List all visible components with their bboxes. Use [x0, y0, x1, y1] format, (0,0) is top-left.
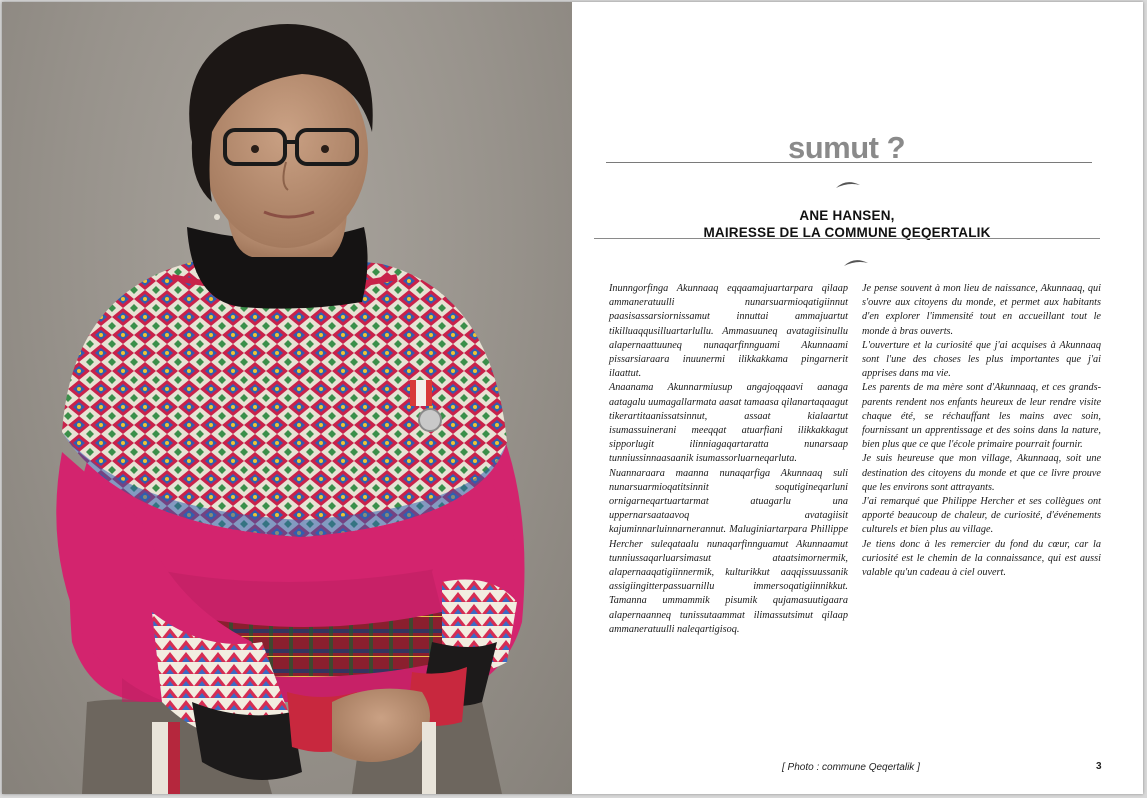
paragraph: L'ouverture et la curiosité que j'ai acquises à Akunnaaq sont l'une des choses les plus importantes que j'ai apprises dans ma vie. — [862, 339, 1101, 380]
column-greenlandic — [609, 282, 848, 637]
text-page — [572, 2, 1143, 794]
photo-caption: [ Photo : commune Qeqertalik ] — [782, 762, 920, 773]
magazine-spread — [2, 2, 1143, 794]
heading-block — [594, 207, 1100, 241]
person-name: ANE HANSEN, — [799, 208, 895, 223]
heading-rule — [594, 238, 1100, 239]
text-columns — [609, 282, 1102, 637]
paragraph: Inunngorfinga Akunnaaq eqqaamajuartarpara qilaap ammaneratuulli nunarsuarmioqatigiinnut paasisassarsiornissamut innuttai ammajuartut tikilluaqqusilluartarlullu. Ammasuuneq avatagiisinullu alapernaattuuneq nunaqarfinnguami Akunnaami pissarsiaraara inuunermi ilikkakkama pingarnerit ilaattut. — [609, 283, 848, 380]
paragraph: Je pense souvent à mon lieu de naissance, Akunnaaq, qui s'ouvre aux citoyens du monde, et permet aux habitants d'en explorer l'immensité tout en accueillant tout le monde à bras ouverts. — [862, 283, 1101, 337]
paragraph: Je tiens donc à les remercier du fond du cœur, car la curiosité est le chemin de la connaissance, qui est aussi valable qu'un cadeau à ciel ouvert. — [862, 538, 1101, 579]
swash-ornament-top — [834, 180, 862, 190]
page-title: sumut ? — [788, 130, 906, 165]
paragraph: Anaanama Akunnarmiusup angajoqqaavi aanaga aatagalu uumagallarmata aasat tamaasa qilanartaqaagut tikerartitaanissatsinnut, assaat kialaartut isumassuinerani meeqqat atuarfiani ilikkakkagut sipporlugit ilinniagaqartaratta nunarsaap tunniussinnaasaanik isumassorluarneqarluta. — [609, 382, 848, 465]
column-french — [862, 282, 1101, 637]
portrait-photo — [2, 2, 572, 794]
person-role: MAIRESSE DE LA COMMUNE QEQERTALIK — [703, 225, 991, 240]
paragraph: J'ai remarqué que Philippe Hercher et ses collègues ont apporté beaucoup de chaleur, de curiosité, d'événements culturels et bien plus au village. — [862, 496, 1101, 536]
paragraph: Les parents de ma mère sont d'Akunnaaq, et ces grands-parents rendent nos enfants heureux de leur rendre visite chaque été, se réchauffant les mains avec soin, fournissant un apprentissage et des soins dans la nature, bien plus que ce que l'école primaire pourrait fournir. — [862, 382, 1101, 451]
paragraph: Je suis heureuse que mon village, Akunnaaq, soit une destination des citoyens du monde et que ce livre prouve que les environs sont attrayants. — [862, 453, 1101, 493]
paragraph: Nuannaraara maanna nunaqarfiga Akunnaaq suli nunarsuarmioqatitsinnit soqutigineqarluni ornigarneqartuartarmat atuagarlu una uppernarsaataavoq avatagiisit kajuminnarluinnarnerannut. Maluginiartarpara Phillippe Hercher suleqataalu nunaqarfinnguamut Akunnaamut tunniussaqarluarsimasut ataatsimornermik, alapernaaqatigiinnermik, kulturikkut aaqqissuussanik assigiingitterpassuarnillu immersoqatigiinnikkut. Tamanna ummammik pisumik qujamasuutigaara alapernaanneq tunissutaammat ilimassutsimut qilaap ammaneratuulli naleqartigisoq. — [609, 467, 848, 635]
portrait-illustration — [2, 2, 572, 794]
title-row — [606, 132, 1092, 164]
swash-ornament-bottom — [842, 258, 870, 268]
page-number: 3 — [1096, 761, 1102, 772]
